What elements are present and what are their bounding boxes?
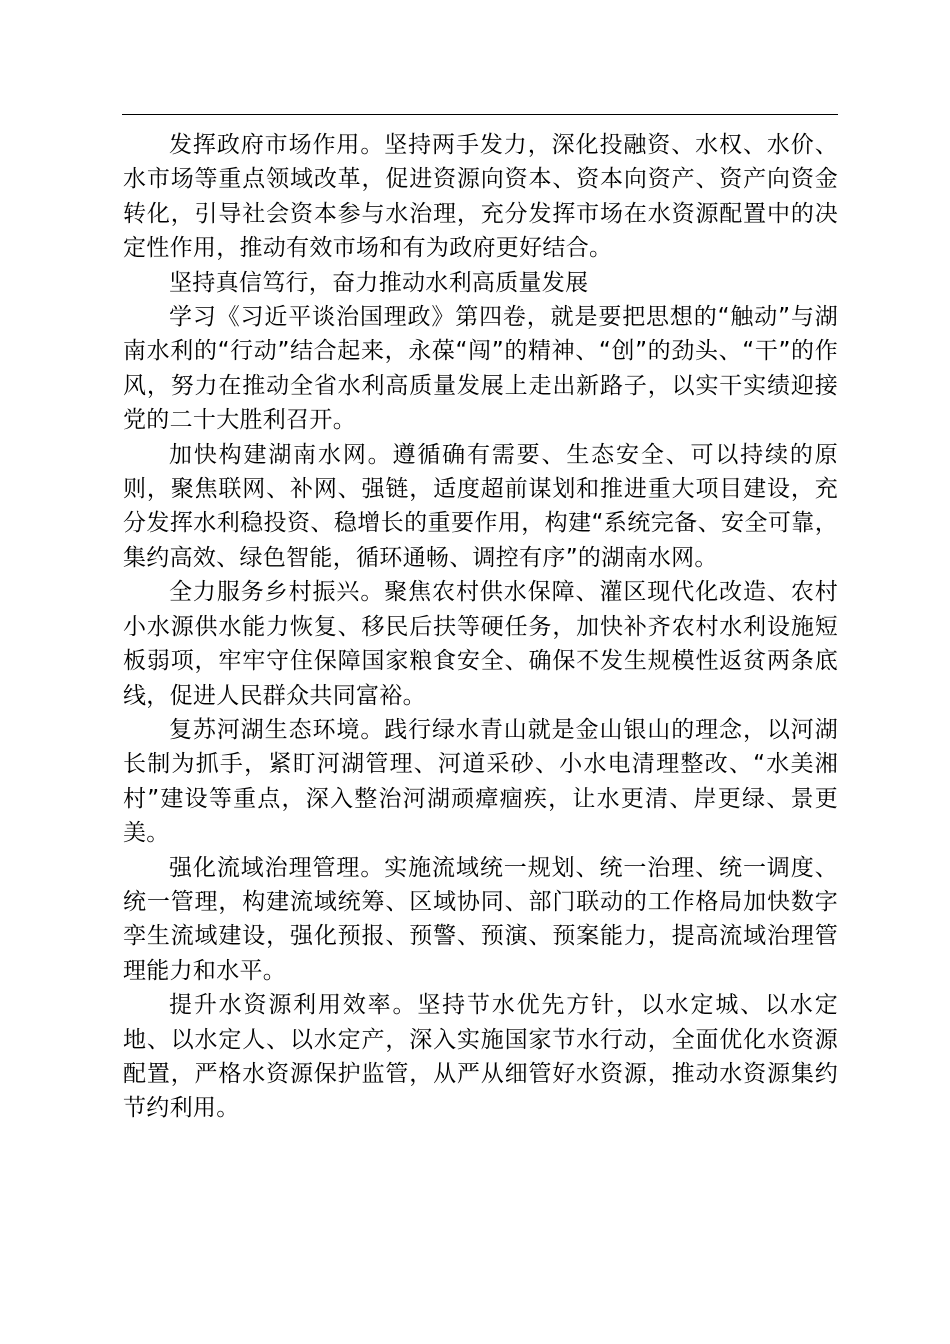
header-rule — [122, 114, 838, 115]
paragraph-study: 学习《习近平谈治国理政》第四卷，就是要把思想的“触动”与湖南水利的“行动”结合起来，永葆“闯”的精神、“创”的劲头、“干”的作风，努力在推动全省水利高质量发展上走出新路子，以实干实绩迎接党的二十大胜利召开。 — [123, 304, 838, 434]
body-text — [123, 128, 838, 1126]
paragraph-market-role: 发挥政府市场作用。坚持两手发力，深化投融资、水权、水价、水市场等重点领域改革，促进资源向资本、资本向资产、资产向资金转化，引导社会资本参与水治理，充分发挥市场在水资源配置中的决定性作用，推动有效市场和有为政府更好结合。 — [123, 132, 838, 262]
paragraph-basin-governance: 强化流域治理管理。实施流域统一规划、统一治理、统一调度、统一管理，构建流域统筹、区域协同、部门联动的工作格局加快数字孪生流域建设，强化预报、预警、预演、预案能力，提高流域治理管理能力和水平。 — [123, 854, 838, 984]
paragraph-river-ecology: 复苏河湖生态环境。践行绿水青山就是金山银山的理念，以河湖长制为抓手，紧盯河湖管理、河道采砂、小水电清理整改、“水美湘村”建设等重点，深入整治河湖顽瘴痼疾，让水更清、岸更绿、景更美。 — [123, 716, 838, 847]
paragraph-water-network: 加快构建湖南水网。遵循确有需要、生态安全、可以持续的原则，聚焦联网、补网、强链，适度超前谋划和推进重大项目建设，充分发挥水利稳投资、稳增长的重要作用，构建“系统完备、安全可靠，集约高效、绿色智能，循环通畅、调控有序”的湖南水网。 — [123, 441, 838, 571]
paragraph-water-efficiency: 提升水资源利用效率。坚持节水优先方针，以水定城、以水定地、以水定人、以水定产，深入实施国家节水行动，全面优化水资源配置，严格水资源保护监管，从严从细管好水资源，推动水资源集约节约利用。 — [123, 992, 838, 1122]
section-heading: 坚持真信笃行，奋力推动水利高质量发展 — [169, 269, 589, 296]
paragraph-rural-revitalization: 全力服务乡村振兴。聚焦农村供水保障、灌区现代化改造、农村小水源供水能力恢复、移民后扶等硬任务，加快补齐农村水利设施短板弱项，牢牢守住保障国家粮食安全、确保不发生规模性返贫两条底线，促进人民群众共同富裕。 — [123, 579, 838, 709]
